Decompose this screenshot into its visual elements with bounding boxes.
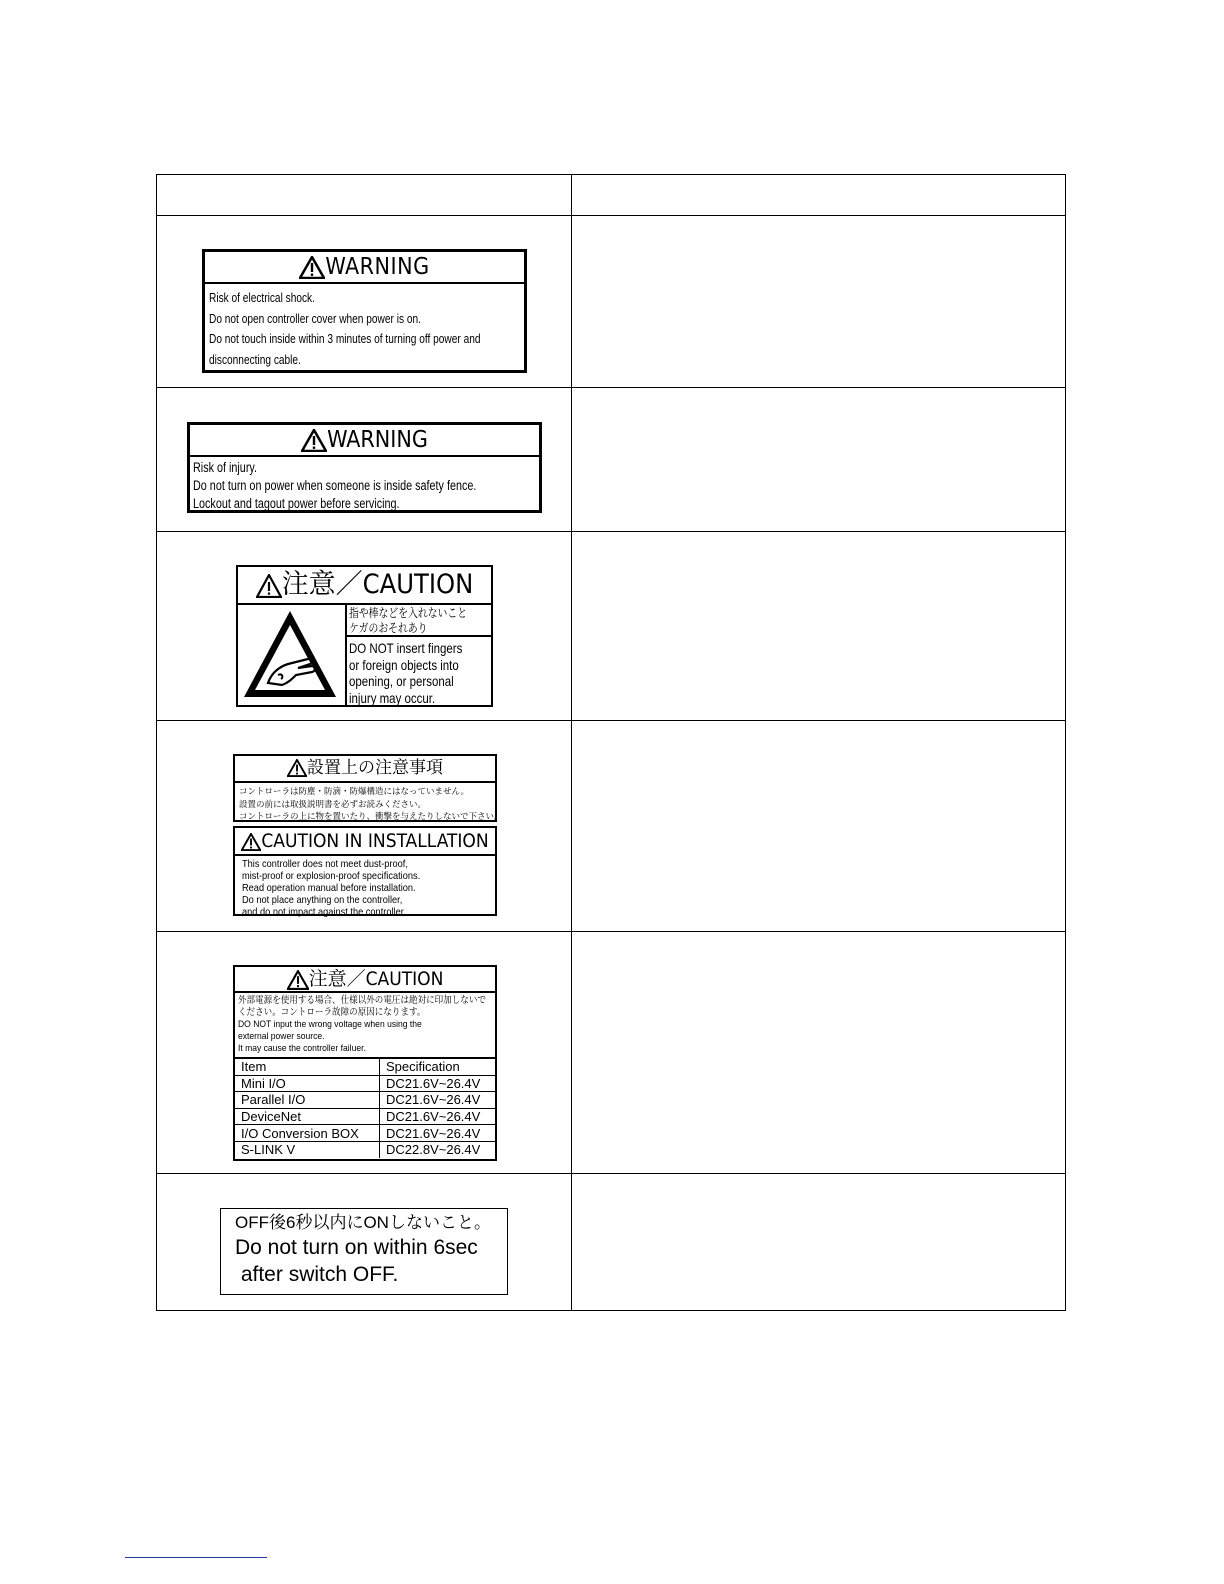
- external-power-caution-label: [233, 965, 497, 1161]
- spec-item: I/O Conversion BOX: [235, 1125, 380, 1142]
- label-line: It may cause the controller failuer.: [238, 1043, 366, 1054]
- spec-header-item: Item: [235, 1059, 380, 1075]
- label-line: Do not turn on power when someone is inside safety fence.: [193, 478, 477, 493]
- table-row: [157, 216, 1065, 388]
- table-row: [157, 1174, 1065, 1310]
- label-line: Do not touch inside within 3 minutes of turning off power and: [209, 331, 481, 346]
- spec-item: Mini I/O: [235, 1075, 380, 1092]
- label-title: 注意／CAUTION: [308, 968, 444, 990]
- warning-injury-label: [187, 422, 542, 513]
- caution-fingers-label: [236, 565, 493, 707]
- label-title: 注意／CAUTION: [281, 569, 474, 600]
- label-line: Do not open controller cover when power is on.: [209, 310, 421, 326]
- label-line: Risk of electrical shock.: [209, 290, 315, 305]
- label-line: after switch OFF.: [235, 1263, 399, 1286]
- spec-value: DC22.8V~26.4V: [386, 1142, 481, 1158]
- label-line: Risk of injury.: [193, 460, 258, 475]
- label-line: mist-proof or explosion-proof specifications.: [242, 870, 421, 882]
- label-line: DO NOT insert fingers: [349, 640, 463, 656]
- label-title: 設置上の注意事項: [307, 758, 443, 778]
- installation-caution-jp-label: [233, 754, 503, 822]
- spec-row: [235, 1092, 495, 1109]
- label-line: ください。コントローラ故障の原因になります。: [238, 1007, 426, 1018]
- spec-header-spec: Specification: [380, 1059, 496, 1075]
- spec-item: Parallel I/O: [235, 1092, 380, 1109]
- warning-triangle-icon: [287, 759, 307, 777]
- spec-value: DC21.6V~26.4V: [380, 1125, 496, 1142]
- label-line: OFF後6秒以内にONしないこと。: [235, 1213, 491, 1232]
- spec-value: DC21.6V~26.4V: [380, 1092, 496, 1109]
- spec-item: DeviceNet: [235, 1108, 380, 1125]
- label-line: Read operation manual before installation.: [242, 882, 416, 894]
- voltage-spec-table: [235, 1059, 495, 1158]
- label-title: WARNING: [327, 427, 428, 453]
- spec-row: [235, 1108, 495, 1125]
- spec-item: S-LINK V: [235, 1141, 380, 1157]
- spec-row: [235, 1125, 495, 1142]
- label-line: DO NOT input the wrong voltage when using the: [238, 1019, 422, 1030]
- label-line: Do not turn on within 6sec: [235, 1236, 478, 1259]
- table-row: [157, 932, 1065, 1174]
- label-line: コントローラは防塵・防滴・防爆構造にはなっていません。: [239, 786, 470, 796]
- power-cycle-notice-label: [220, 1208, 508, 1295]
- label-table: [156, 174, 1066, 1311]
- installation-caution-en-label: [233, 826, 497, 916]
- warning-triangle-icon: [287, 970, 309, 990]
- warning-triangle-icon: [301, 429, 327, 452]
- spec-value: DC21.6V~26.4V: [380, 1075, 496, 1092]
- table-row: [157, 532, 1065, 721]
- label-line: and do not impact against the controller.: [242, 906, 406, 918]
- label-line: 指や棒などを入れないこと: [349, 606, 468, 620]
- table-row: [157, 388, 1065, 532]
- label-line: injury may occur.: [349, 689, 436, 706]
- label-line: Do not place anything on the controller,: [242, 894, 403, 906]
- label-line: Lockout and tagout power before servicing.: [193, 496, 400, 511]
- label-line: opening, or personal: [349, 673, 454, 689]
- spec-row: [235, 1075, 495, 1092]
- label-line: external power source.: [238, 1031, 325, 1042]
- label-line: or foreign objects into: [349, 656, 459, 673]
- label-line: disconnecting cable.: [209, 351, 301, 367]
- table-header-row: [157, 175, 1065, 216]
- warning-triangle-icon: [256, 574, 282, 598]
- footer-rule: [125, 1557, 267, 1558]
- hand-pinch-icon: [238, 605, 347, 707]
- label-line: This controller does not meet dust-proof,: [242, 858, 408, 870]
- label-line: 設置の前には取扱説明書を必ずお読みください。: [239, 798, 427, 809]
- spec-value: DC21.6V~26.4V: [380, 1108, 496, 1125]
- spec-row: [235, 1141, 495, 1157]
- label-title: WARNING: [325, 254, 430, 280]
- warning-triangle-icon: [241, 833, 261, 851]
- label-title: CAUTION IN INSTALLATION: [261, 830, 489, 852]
- warning-electrical-shock-label: [202, 249, 527, 373]
- label-line: ケガのおそれあり: [349, 621, 428, 635]
- label-line: 外部電源を使用する場合、仕様以外の電圧は絶対に印加しないで: [238, 995, 486, 1006]
- warning-triangle-icon: [299, 256, 325, 279]
- spec-header-row: [235, 1059, 495, 1075]
- table-row: [157, 721, 1065, 932]
- label-line: コントローラの上に物を置いたり、衝撃を与えたりしないで下さい。: [239, 811, 503, 821]
